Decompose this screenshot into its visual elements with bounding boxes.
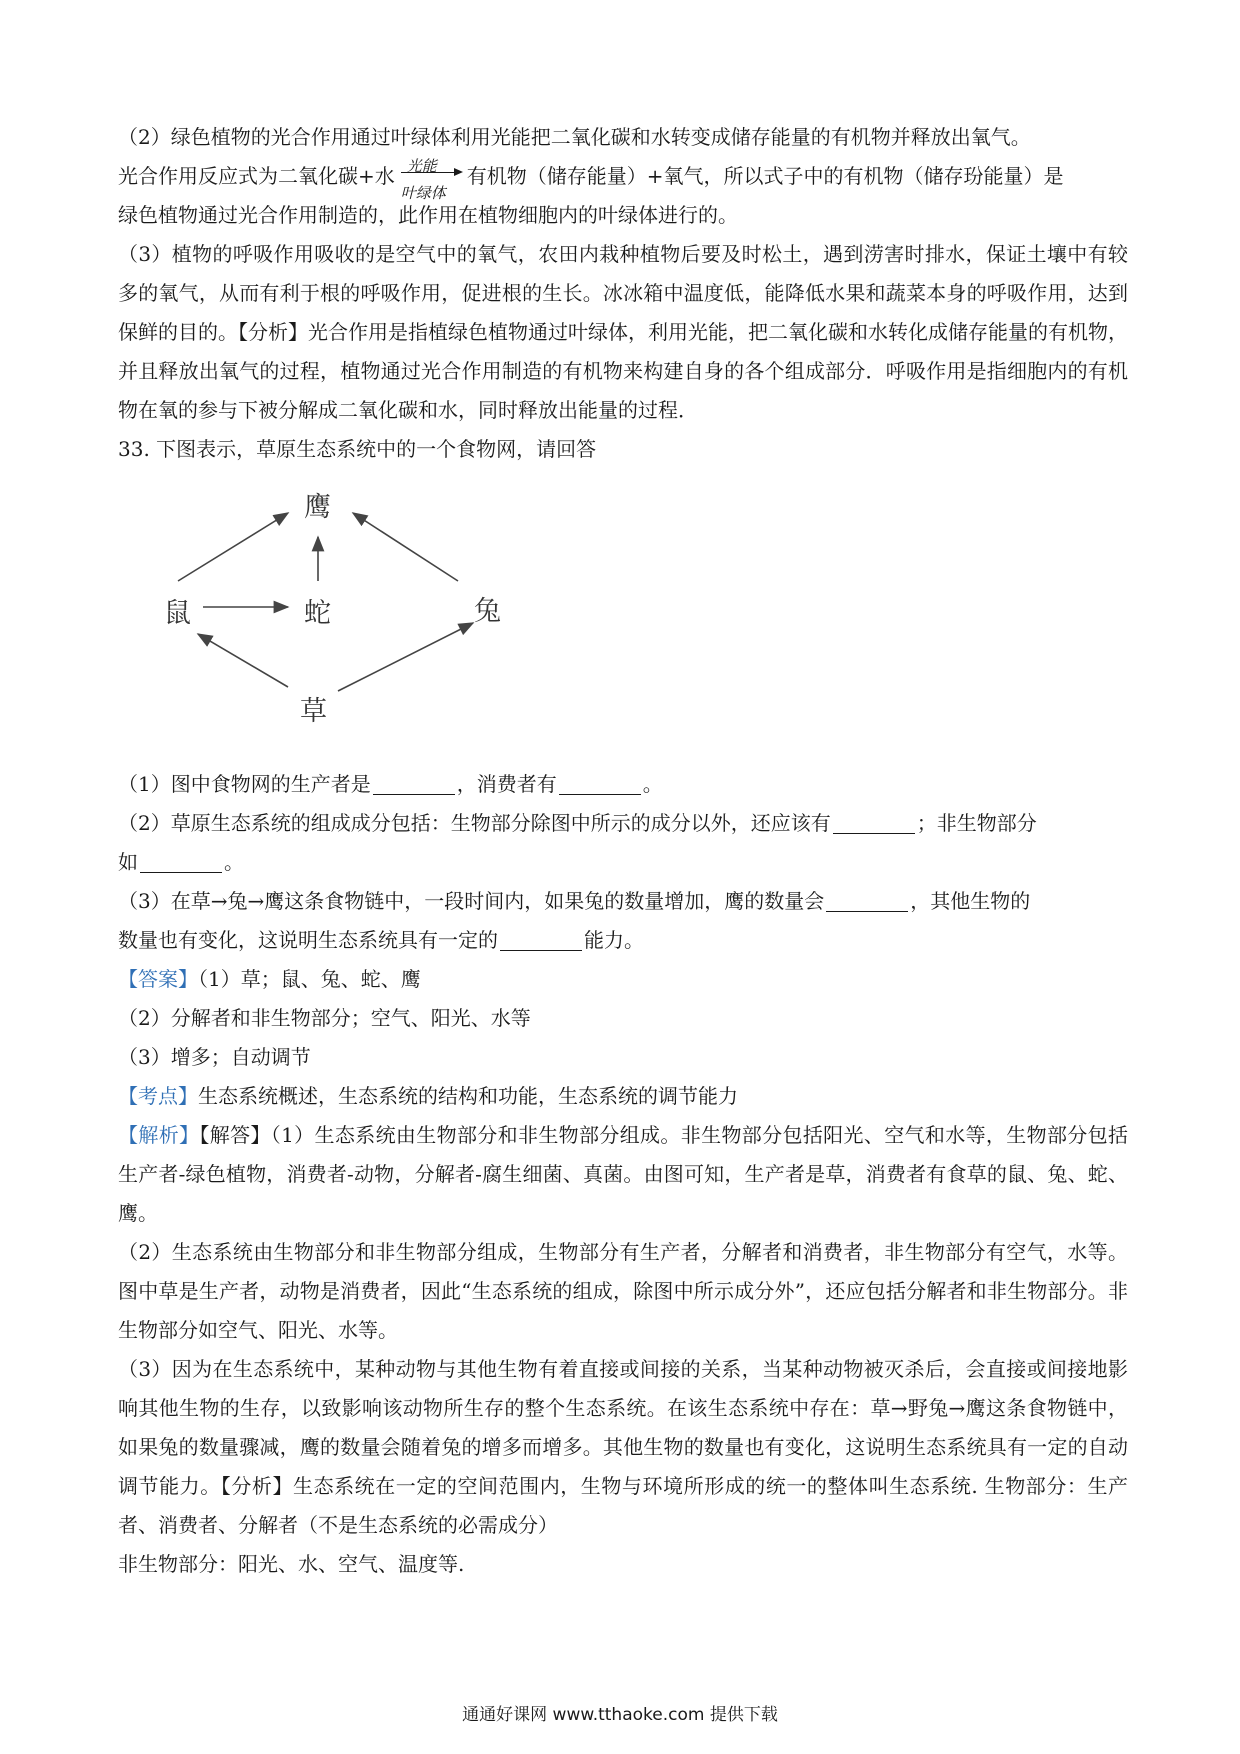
paragraph-respiration: （3）植物的呼吸作用吸收的是空气中的氧气，农田内栽种植物后要及时松土，遇到涝害时排水，保证土壤中有较多的氧气，从而有利于根的呼吸作用，促进根的生长。冰冰箱中温度低，能降低水果和蔬菜本身的呼吸作用，达到保鲜的目的。【分析】光合作用是指植绿色植物通过叶绿体，利用光能，把二氧化碳和水转化成储存能量的有机物，并且释放出氧气的过程，植物通过光合作用制造的有机物来构建自身的各个组成部分．呼吸作用是指细胞内的有机物在氧的参与下被分解成二氧化碳和水，同时释放出能量的过程．: [118, 242, 1128, 422]
page-footer: 通通好课网 www.tthaoke.com 提供下载: [462, 1705, 778, 1725]
equation-lead-text: 光合作用反应式为二氧化碳+水: [118, 164, 395, 188]
answer-line-3: （3）增多；自动调节: [118, 1045, 311, 1069]
equation-tail-text: 有机物（储存能量）+氧气，所以式子中的有机物（储存玢能量）是: [466, 164, 1064, 188]
page-content: [118, 118, 1128, 1584]
explanation-3: （3）因为在生态系统中，某种动物与其他生物有着直接或间接的关系，当某种动物被灭杀后，会直接或间接地影响其他生物的生存，以致影响该动物所生存的整个生态系统。在该生态系统中存在：草→野兔→鹰这条食物链中，如果兔的数量骤减，鹰的数量会随着兔的增多而增多。其他生物的数量也有变化，这说明生态系统具有一定的自动调节能力。【分析】生态系统在一定的空间范围内，生物与环境所形成的统一的整体叫生态系统. 生物部分：生产者、消费者、分解者（不是生态系统的必需成分）: [118, 1357, 1128, 1537]
arrow-mouse-to-eagle: [178, 513, 288, 581]
question-33-part-3: （3）在草→兔→鹰这条食物链中，一段时间内，如果兔的数量增加，鹰的数量会 ，其他生物的 数量也有变化，这说明生态系统具有一定的 能力。: [118, 889, 1031, 952]
explanation-4: 非生物部分：阳光、水、空气、温度等.: [118, 1552, 465, 1576]
node-grass: 草: [300, 696, 327, 727]
knowledge-tag: 【考点】: [118, 1084, 198, 1108]
explanation-1: 【解析】【解答】（1）生态系统由生物部分和非生物部分组成。非生物部分包括阳光、空气和水等，生物部分包括生产者-绿色植物，消费者-动物，分解者-腐生细菌、真菌。由图可知，生产者是草，消费者有食草的鼠、兔、蛇、鹰。: [118, 1123, 1128, 1225]
answer-blank: [559, 772, 641, 795]
answer-blank: [826, 889, 908, 912]
answer-line-2: （2）分解者和非生物部分；空气、阳光、水等: [118, 1006, 531, 1030]
food-web-arrows: [148, 491, 568, 751]
paragraph-photosynthesis: （2）绿色植物的光合作用通过叶绿体利用光能把二氧化碳和水转变成储存能量的有机物并释放出氧气。: [118, 125, 1031, 149]
arrow-grass-to-rabbit: [338, 623, 473, 691]
answer-blank: [833, 811, 915, 834]
reaction-condition-light: 光能: [406, 157, 437, 175]
answer-blank: [500, 928, 582, 951]
food-web-diagram: [148, 491, 568, 751]
arrow-icon: [401, 172, 461, 173]
reaction-condition-chloroplast: 叶绿体: [400, 184, 446, 202]
explanation-2: （2）生态系统由生物部分和非生物部分组成，生物部分有生产者，分解者和消费者，非生物部分有空气，水等。图中草是生产者，动物是消费者，因此“生态系统的组成，除图中所示成分外”，还应包括分解者和非生物部分。非生物部分如空气、阳光、水等。: [118, 1240, 1128, 1342]
arrow-grass-to-mouse: [198, 634, 288, 687]
arrow-rabbit-to-eagle: [353, 513, 458, 581]
question-33-part-1: （1）图中食物网的生产者是 ，消费者有 。: [118, 772, 663, 796]
explanation-tag: 【解析】: [118, 1123, 200, 1147]
knowledge-point: 【考点】生态系统概述，生态系统的结构和功能，生态系统的调节能力: [118, 1084, 738, 1108]
question-33-title: 33. 下图表示，草原生态系统中的一个食物网，请回答: [118, 437, 597, 461]
answer-line-1: 【答案】（1）草；鼠、兔、蛇、鹰: [118, 967, 421, 991]
question-33-part-2: （2）草原生态系统的组成成分包括：生物部分除图中所示的成分以外，还应该有 ；非生物部分 如 。: [118, 811, 1037, 874]
node-rabbit: 兔: [474, 596, 501, 627]
paragraph-chloroplast: 绿色植物通过光合作用制造的，此作用在植物细胞内的叶绿体进行的。: [118, 203, 738, 227]
answer-tag: 【答案】: [118, 967, 198, 991]
reaction-arrow: [399, 157, 463, 202]
node-snake: 蛇: [304, 598, 331, 629]
answer-blank: [140, 850, 222, 873]
node-eagle: 鹰: [304, 492, 331, 523]
node-mouse: 鼠: [164, 598, 191, 629]
answer-blank: [373, 772, 455, 795]
paragraph-equation: [118, 157, 1128, 202]
